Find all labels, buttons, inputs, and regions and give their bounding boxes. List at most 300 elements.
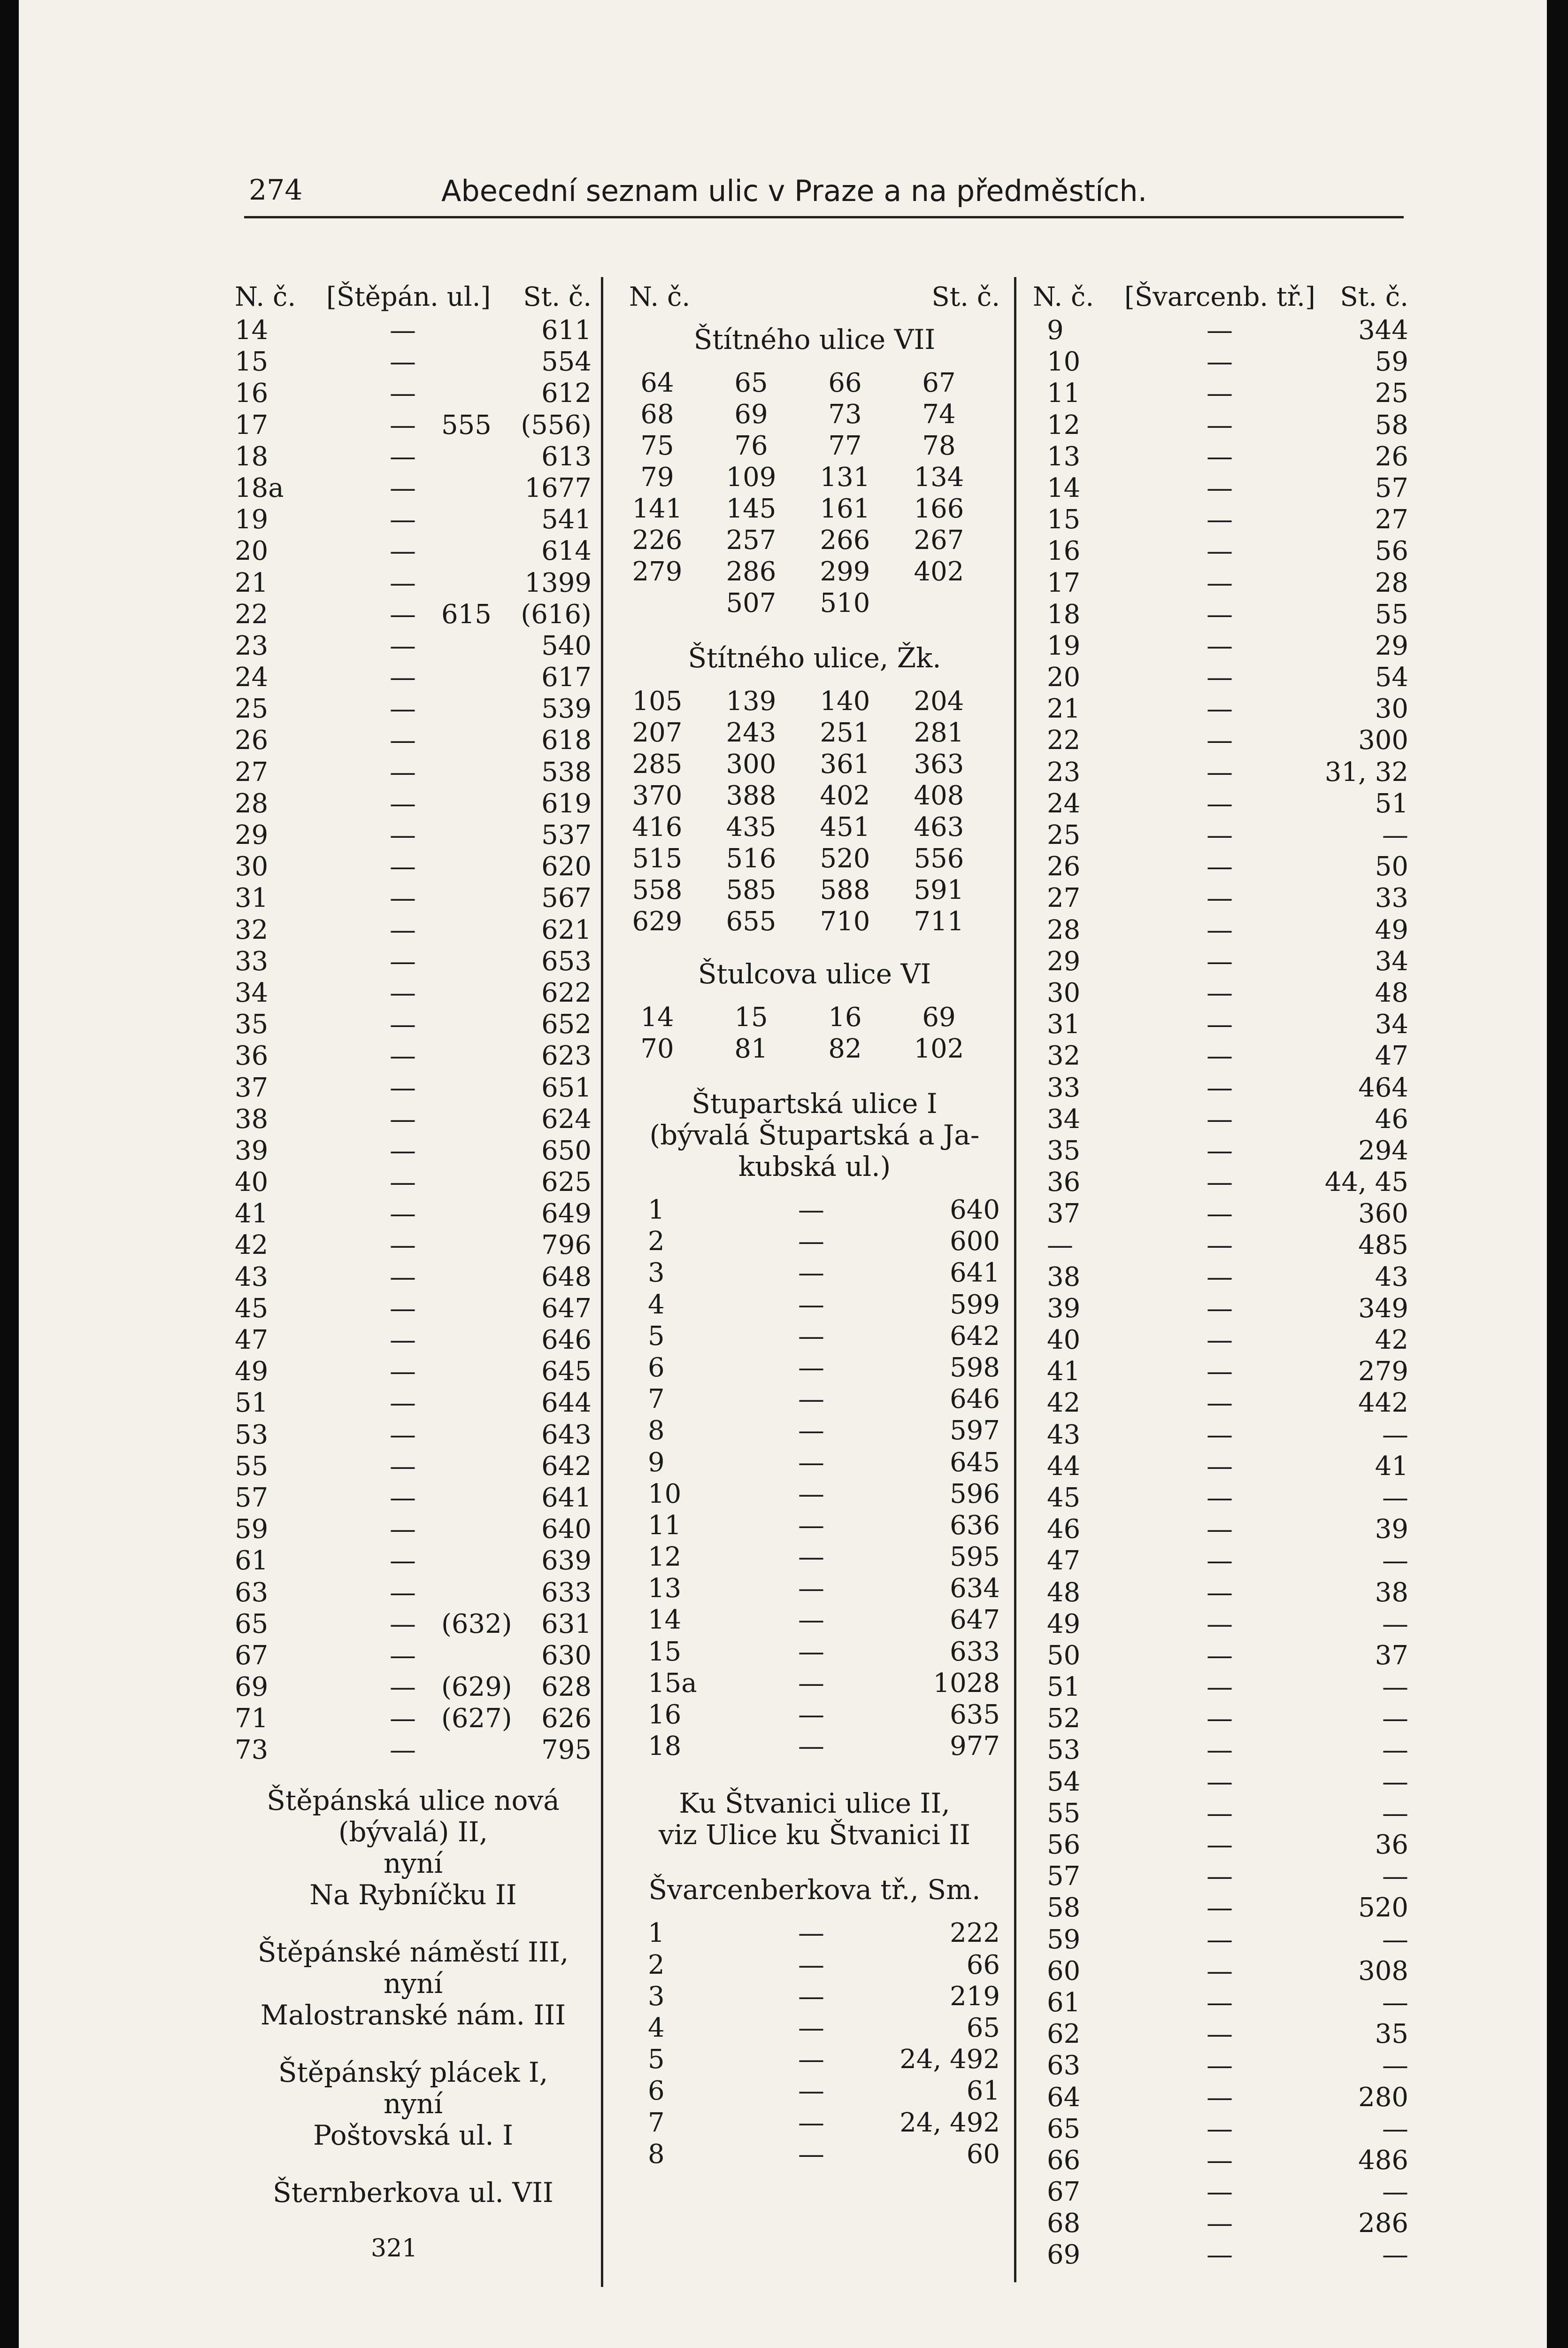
house-number: 47: [235, 1325, 269, 1355]
table-row: [1033, 788, 1408, 819]
table-row: [629, 2075, 1000, 2107]
table-row: [1033, 2208, 1408, 2239]
dash: —: [1207, 757, 1233, 788]
table-row: [235, 409, 592, 441]
number-grid: [629, 686, 1000, 937]
grid-cell: 243: [726, 718, 776, 748]
table-row: [1033, 1040, 1408, 1072]
table-row: [235, 1419, 592, 1451]
table-row: [1033, 315, 1408, 346]
dash: —: [390, 599, 416, 630]
alt-number: (627): [441, 1703, 512, 1734]
table-row: [1033, 725, 1408, 756]
table-row: [235, 662, 592, 693]
table-row: [235, 1703, 592, 1734]
house-number: 13: [1047, 441, 1081, 472]
dash: —: [390, 1230, 416, 1261]
table-row: [629, 1447, 1000, 1478]
table-row: [1033, 1229, 1408, 1261]
house-number: 37: [235, 1072, 269, 1103]
table-row: [1033, 630, 1408, 662]
dash: —: [1207, 1640, 1233, 1671]
old-number: 442: [1358, 1388, 1408, 1419]
table-row: [629, 1730, 1000, 1762]
house-number: 5: [648, 1321, 665, 1352]
dash: —: [390, 1293, 416, 1324]
table-row: [235, 977, 592, 1009]
dash: —: [798, 2107, 824, 2138]
house-number: 12: [648, 1542, 682, 1573]
grid-cell: 388: [726, 780, 776, 811]
old-number: 59: [1375, 347, 1408, 378]
house-number: 34: [235, 977, 269, 1008]
old-number: 61: [966, 2076, 1000, 2107]
old-number: 222: [950, 1918, 1000, 1949]
dash: —: [390, 504, 416, 535]
grid-row: [629, 874, 1000, 906]
house-number: 63: [235, 1577, 269, 1608]
old-number: 24, 492: [899, 2107, 1000, 2138]
old-number: 46: [1375, 1104, 1408, 1135]
house-number: 62: [1047, 2019, 1081, 2050]
table-row: [1033, 693, 1408, 725]
old-number: 795: [541, 1735, 592, 1766]
house-number: 14: [235, 315, 269, 346]
page-header: [19, 174, 1547, 216]
dash: —: [1207, 1135, 1233, 1166]
grid-cell: 556: [914, 843, 964, 874]
grid-cell: 299: [820, 556, 870, 587]
table-row: [1033, 757, 1408, 788]
old-number: 538: [541, 757, 592, 788]
house-number: 35: [235, 1009, 269, 1040]
dash: —: [390, 820, 416, 850]
dash: —: [390, 725, 416, 756]
table-row: [629, 1636, 1000, 1668]
grid-cell: 69: [734, 399, 768, 430]
grid-cell: 204: [914, 686, 964, 717]
dash: —: [1207, 2145, 1233, 2176]
house-number: 48: [1047, 1577, 1081, 1608]
note-line: Štěpánský plácek I,: [278, 2056, 548, 2088]
grid-cell: 67: [922, 368, 956, 398]
table-row: [1033, 1608, 1408, 1640]
dash: —: [1207, 1198, 1233, 1229]
dash: —: [1207, 409, 1233, 440]
old-number: 65: [966, 2012, 1000, 2043]
old-number: 1677: [524, 472, 592, 503]
grid-cell: 79: [640, 462, 674, 493]
old-number: 600: [950, 1226, 1000, 1257]
cross-reference: [629, 1788, 1000, 1851]
dash: —: [798, 1949, 824, 1980]
dash: —: [390, 1388, 416, 1419]
dash: —: [1207, 1892, 1233, 1923]
house-number: 50: [1047, 1640, 1081, 1671]
table-row: [235, 1072, 592, 1104]
column-header: [235, 282, 592, 315]
header-rule: [244, 216, 1404, 218]
old-number: 541: [541, 504, 592, 535]
table-row: [235, 1356, 592, 1387]
house-number: 30: [1047, 977, 1081, 1008]
dash: —: [1207, 630, 1233, 661]
dash: —: [1207, 1672, 1233, 1703]
dash: —: [798, 1289, 824, 1320]
old-number: —: [1382, 1735, 1408, 1766]
house-number: 15: [648, 1636, 682, 1667]
house-number: 22: [1047, 725, 1081, 756]
grid-cell: 73: [828, 399, 862, 430]
house-number: 45: [1047, 1482, 1081, 1513]
house-number: 28: [235, 788, 269, 819]
house-number: 3: [648, 1981, 665, 2012]
old-number: 651: [541, 1072, 592, 1103]
table-row: [629, 1668, 1000, 1699]
grid-row: [629, 686, 1000, 717]
house-number: 14: [1047, 472, 1081, 503]
old-number: —: [1382, 820, 1408, 850]
grid-cell: 516: [726, 843, 776, 874]
grid-cell: 370: [632, 780, 683, 811]
dash: —: [1207, 662, 1233, 693]
old-number: 50: [1375, 851, 1408, 882]
house-number: 57: [1047, 1861, 1081, 1892]
table-row: [1033, 882, 1408, 914]
dash: —: [390, 536, 416, 567]
house-number: 20: [235, 536, 269, 567]
dash: —: [390, 851, 416, 882]
old-number: 486: [1358, 2145, 1408, 2176]
table-row: [1033, 1387, 1408, 1419]
table-row: [629, 1541, 1000, 1573]
grid-row: [629, 462, 1000, 493]
old-number: 645: [950, 1447, 1000, 1478]
table-row: [1033, 2050, 1408, 2081]
grid-cell: 64: [640, 368, 674, 398]
grid-cell: 267: [914, 525, 964, 556]
section-title: Štulcova ulice VI: [698, 958, 931, 990]
table-row: [629, 2012, 1000, 2044]
table-row: [629, 1917, 1000, 1949]
dash: —: [390, 472, 416, 503]
table-row: [235, 1009, 592, 1040]
table-row: [235, 851, 592, 882]
dash: —: [390, 630, 416, 661]
old-number: 619: [541, 788, 592, 819]
column-divider-1: [601, 277, 603, 2287]
old-number: 653: [541, 946, 592, 977]
grid-cell: 591: [914, 875, 964, 905]
house-number: 36: [1047, 1167, 1081, 1198]
table-row: [629, 1604, 1000, 1636]
dash: —: [390, 1135, 416, 1166]
table-row: [1033, 1924, 1408, 1955]
old-number: 621: [541, 914, 592, 945]
grid-cell: 463: [914, 812, 964, 842]
grid-cell: 69: [922, 1002, 956, 1033]
grid-row: [629, 556, 1000, 587]
old-number: 599: [950, 1289, 1000, 1320]
house-number: 21: [235, 567, 269, 598]
house-number: 42: [1047, 1388, 1081, 1419]
dash: —: [390, 315, 416, 346]
old-number: (616): [521, 599, 592, 630]
house-number: 51: [1047, 1672, 1081, 1703]
table-row: [235, 725, 592, 756]
table-row: [629, 1981, 1000, 2012]
dash: —: [1207, 851, 1233, 882]
grid-cell: 14: [640, 1002, 674, 1033]
old-number: 623: [541, 1041, 592, 1072]
house-number: 61: [235, 1545, 269, 1576]
dash: —: [1207, 2240, 1233, 2271]
dash: —: [798, 1605, 824, 1636]
old-number: 51: [1375, 788, 1408, 819]
grid-cell: 363: [914, 749, 964, 780]
number-grid: [629, 1002, 1000, 1065]
dash: —: [1207, 2208, 1233, 2239]
table-row: [1033, 1671, 1408, 1703]
old-number: 36: [1375, 1830, 1408, 1860]
page-title: Abecední seznam ulic v Praze a na předměstích.: [441, 174, 1147, 208]
old-number: 279: [1358, 1356, 1408, 1387]
table-row: [235, 567, 592, 599]
grid-cell: 74: [922, 399, 956, 430]
house-number: 61: [1047, 1987, 1081, 2018]
dash: —: [1207, 1041, 1233, 1072]
house-number: 40: [235, 1167, 269, 1198]
house-number: 16: [648, 1699, 682, 1730]
note-line: Malostranské nám. III: [260, 1999, 566, 2031]
grid-cell: 655: [726, 906, 776, 937]
old-number: 37: [1375, 1640, 1408, 1671]
old-number: 520: [1358, 1892, 1408, 1923]
old-number: 56: [1375, 536, 1408, 567]
section-title-line: Štupartská ulice I: [692, 1088, 938, 1120]
table-row: [629, 1194, 1000, 1226]
house-number: 19: [235, 504, 269, 535]
table-row: [235, 1482, 592, 1514]
note-line: (bývalá) II,: [338, 1815, 488, 1848]
dash: —: [1207, 914, 1233, 945]
table-row: [235, 378, 592, 409]
old-number: —: [1382, 1703, 1408, 1734]
old-number: 625: [541, 1167, 592, 1198]
house-number: 2: [648, 1226, 665, 1257]
grid-cell: 711: [914, 906, 964, 937]
dash: —: [798, 1478, 824, 1509]
dash: —: [390, 1356, 416, 1387]
house-number: 31: [1047, 1009, 1081, 1040]
house-number: 19: [1047, 630, 1081, 661]
grid-cell: 507: [726, 588, 776, 618]
old-number: 630: [541, 1640, 592, 1671]
table-row: [235, 1671, 592, 1703]
grid-row: [629, 430, 1000, 462]
old-number: 642: [541, 1451, 592, 1482]
dash: —: [1207, 2082, 1233, 2113]
house-number: 56: [1047, 1830, 1081, 1860]
house-number: 23: [1047, 757, 1081, 788]
dash: —: [390, 441, 416, 472]
header-nc: N. č.: [629, 282, 691, 312]
table-row: [235, 1104, 592, 1135]
old-number: 567: [541, 883, 592, 914]
house-number: 24: [1047, 788, 1081, 819]
house-number: 6: [648, 2076, 665, 2107]
header-bracket: [Švarcenb. tř.]: [1124, 282, 1315, 312]
house-number: 27: [1047, 883, 1081, 914]
old-number: 631: [541, 1608, 592, 1639]
table-row: [1033, 946, 1408, 977]
table-row: [1033, 1829, 1408, 1861]
old-number: —: [1382, 1861, 1408, 1892]
house-number: 49: [235, 1356, 269, 1387]
house-number: 35: [1047, 1135, 1081, 1166]
dash: —: [798, 2076, 824, 2107]
house-number: 2: [648, 1949, 665, 1980]
dash: —: [798, 1258, 824, 1289]
dash: —: [390, 757, 416, 788]
grid-cell: 710: [820, 906, 870, 937]
note-line: nyní: [383, 2087, 443, 2120]
dash: —: [390, 1451, 416, 1482]
old-number: 626: [541, 1703, 592, 1734]
old-number: 639: [541, 1545, 592, 1576]
dash: —: [390, 1608, 416, 1639]
grid-row: [629, 811, 1000, 843]
dash: —: [390, 1703, 416, 1734]
street-note: [235, 1937, 592, 2031]
dash: —: [1207, 977, 1233, 1008]
table-row: [235, 1387, 592, 1419]
table-row: [629, 1289, 1000, 1321]
table-row: [1033, 599, 1408, 630]
old-number: 47: [1375, 1041, 1408, 1072]
house-number: 40: [1047, 1325, 1081, 1355]
house-number: 39: [235, 1135, 269, 1166]
old-number: 24, 492: [899, 2044, 1000, 2075]
old-number: 28: [1375, 567, 1408, 598]
dash: —: [798, 2139, 824, 2170]
grid-row: [629, 1002, 1000, 1033]
house-number: 55: [235, 1451, 269, 1482]
table-row: [1033, 2145, 1408, 2176]
grid-cell: 65: [734, 368, 768, 398]
house-number: 17: [235, 409, 269, 440]
old-number: —: [1382, 2177, 1408, 2208]
table-row: [235, 1640, 592, 1671]
dash: —: [1207, 1924, 1233, 1955]
old-number: 294: [1358, 1135, 1408, 1166]
table-row: [629, 1699, 1000, 1730]
section-title: Štítného ulice VII: [693, 324, 936, 355]
old-number: 360: [1358, 1198, 1408, 1229]
table-row: [1033, 535, 1408, 567]
house-number: 15: [1047, 504, 1081, 535]
old-number: 612: [541, 378, 592, 409]
column-stepanska: [235, 282, 592, 2263]
dash: —: [1207, 1230, 1233, 1261]
old-number: 41: [1375, 1451, 1408, 1482]
house-number: 14: [648, 1605, 682, 1636]
table-row: [1033, 1324, 1408, 1356]
old-number: 49: [1375, 914, 1408, 945]
grid-cell: 131: [820, 462, 870, 493]
house-number: 38: [1047, 1261, 1081, 1292]
old-number: (556): [521, 409, 592, 440]
dash: —: [1207, 1514, 1233, 1545]
dash: —: [1207, 378, 1233, 409]
house-number: 36: [235, 1041, 269, 1072]
dash: —: [1207, 694, 1233, 725]
house-number: 33: [235, 946, 269, 977]
table-row: [1033, 1892, 1408, 1923]
old-number: 464: [1358, 1072, 1408, 1103]
old-number: 55: [1375, 599, 1408, 630]
dash: —: [798, 1510, 824, 1541]
table-row: [1033, 1072, 1408, 1104]
dash: —: [390, 347, 416, 378]
street-notes: [235, 1785, 592, 2263]
house-number: 18a: [235, 472, 284, 503]
dash: —: [1207, 599, 1233, 630]
old-number: —: [1382, 1924, 1408, 1955]
table-row: [1033, 914, 1408, 946]
table-row: [235, 1261, 592, 1293]
note-line: nyní: [383, 1967, 443, 2000]
old-number: 540: [541, 630, 592, 661]
dash: —: [1207, 1608, 1233, 1639]
street-note: [235, 2177, 592, 2209]
table-row: [1033, 2113, 1408, 2145]
grid-cell: 109: [726, 462, 776, 493]
house-number: 53: [235, 1419, 269, 1450]
table-row: [1033, 2082, 1408, 2113]
dash: —: [1207, 1451, 1233, 1482]
dash: —: [390, 1009, 416, 1040]
note-line: nyní: [383, 1847, 443, 1879]
dash: —: [798, 1699, 824, 1730]
old-number: —: [1382, 1766, 1408, 1797]
dash: —: [390, 1072, 416, 1103]
house-number: 8: [648, 2139, 665, 2170]
dash: —: [390, 1419, 416, 1450]
alt-number: 615: [441, 599, 492, 630]
old-number: 652: [541, 1009, 592, 1040]
house-number: 26: [1047, 851, 1081, 882]
table-row: [235, 1135, 592, 1166]
old-number: 650: [541, 1135, 592, 1166]
table-row: [235, 472, 592, 504]
old-number: 38: [1375, 1577, 1408, 1608]
old-number: 598: [950, 1352, 1000, 1383]
dash: —: [798, 1226, 824, 1257]
old-number: —: [1382, 1482, 1408, 1513]
old-number: 614: [541, 536, 592, 567]
table-row: [629, 1321, 1000, 1352]
grid-cell: 145: [726, 494, 776, 524]
table-row: [235, 1324, 592, 1356]
table-row: [629, 1573, 1000, 1604]
house-number: 52: [1047, 1703, 1081, 1734]
grid-cell: 76: [734, 431, 768, 461]
table-row: [1033, 1640, 1408, 1671]
old-number: 286: [1358, 2208, 1408, 2239]
table-row: [1033, 1293, 1408, 1324]
dash: —: [390, 662, 416, 693]
